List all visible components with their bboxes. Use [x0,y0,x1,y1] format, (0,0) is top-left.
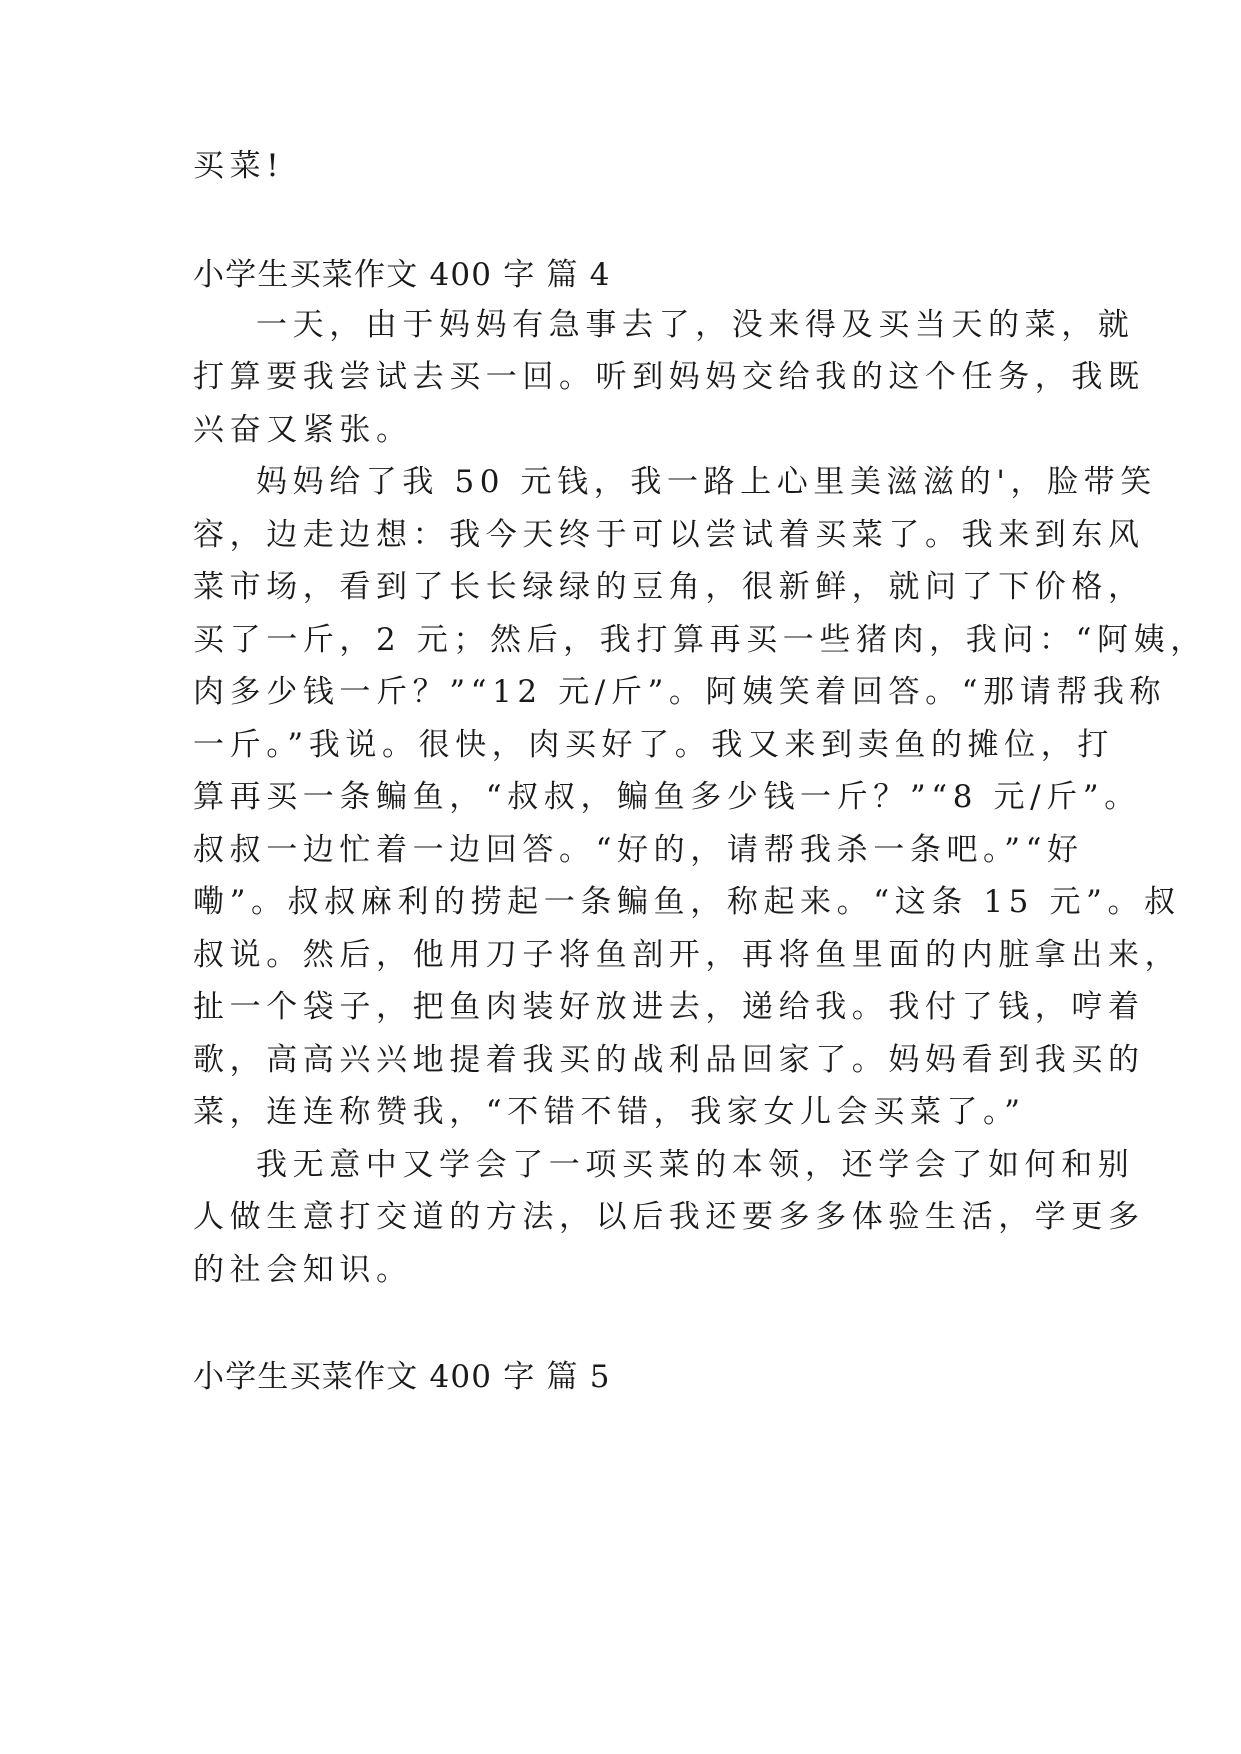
paragraph-line: 叔叔一边忙着一边回答。“好的，请帮我杀一条吧。”“好 [193,832,1084,868]
paragraph-line: 人做生意打交道的方法，以后我还要多多体验生活，学更多 [193,1199,1145,1235]
section-title-4: 小学生买菜作文 400 字 篇 4 [193,257,611,293]
paragraph-line: 兴奋又紧张。 [193,412,413,448]
paragraph-line: 菜，连连称赞我，“不错不错，我家女儿会买菜了。” [193,1094,1026,1130]
paragraph-line: 嘞”。叔叔麻利的捞起一条鳊鱼，称起来。“这条 15 元”。叔 [193,884,1181,920]
paragraph-line: 歌，高高兴兴地提着我买的战利品回家了。妈妈看到我买的 [193,1042,1145,1078]
paragraph-line: 妈妈给了我 50 元钱，我一路上心里美滋滋的'，脸带笑 [256,464,1157,500]
paragraph-line: 扯一个袋子，把鱼肉装好放进去，递给我。我付了钱，哼着 [193,989,1145,1025]
paragraph-line: 容，边走边想：我今天终于可以尝试着买菜了。我来到东风 [193,517,1145,553]
paragraph-line: 的社会知识。 [193,1252,413,1288]
paragraph-line: 菜市场，看到了长长绿绿的豆角，很新鲜，就问了下价格， [193,569,1145,605]
paragraph-line: 打算要我尝试去买一回。听到妈妈交给我的这个任务，我既 [193,359,1145,395]
paragraph-line: 一斤。”我说。很快，肉买好了。我又来到卖鱼的摊位，打 [193,727,1114,763]
paragraph-line: 肉多少钱一斤？”“12 元/斤”。阿姨笑着回答。“那请帮我称 [193,674,1167,710]
section-title-5: 小学生买菜作文 400 字 篇 5 [193,1359,611,1395]
continuation-text: 买菜! [193,148,285,184]
paragraph-line: 算再买一条鳊鱼，“叔叔，鳊鱼多少钱一斤？”“8 元/斤”。 [193,779,1141,815]
paragraph-line: 买了一斤，2 元；然后，我打算再买一些猪肉，我问：“阿姨， [193,622,1207,658]
paragraph-line: 一天，由于妈妈有急事去了，没来得及买当天的菜，就 [256,307,1135,343]
paragraph-line: 我无意中又学会了一项买菜的本领，还学会了如何和别 [256,1147,1135,1183]
paragraph-line: 叔说。然后，他用刀子将鱼剖开，再将鱼里面的内脏拿出来， [193,937,1182,973]
